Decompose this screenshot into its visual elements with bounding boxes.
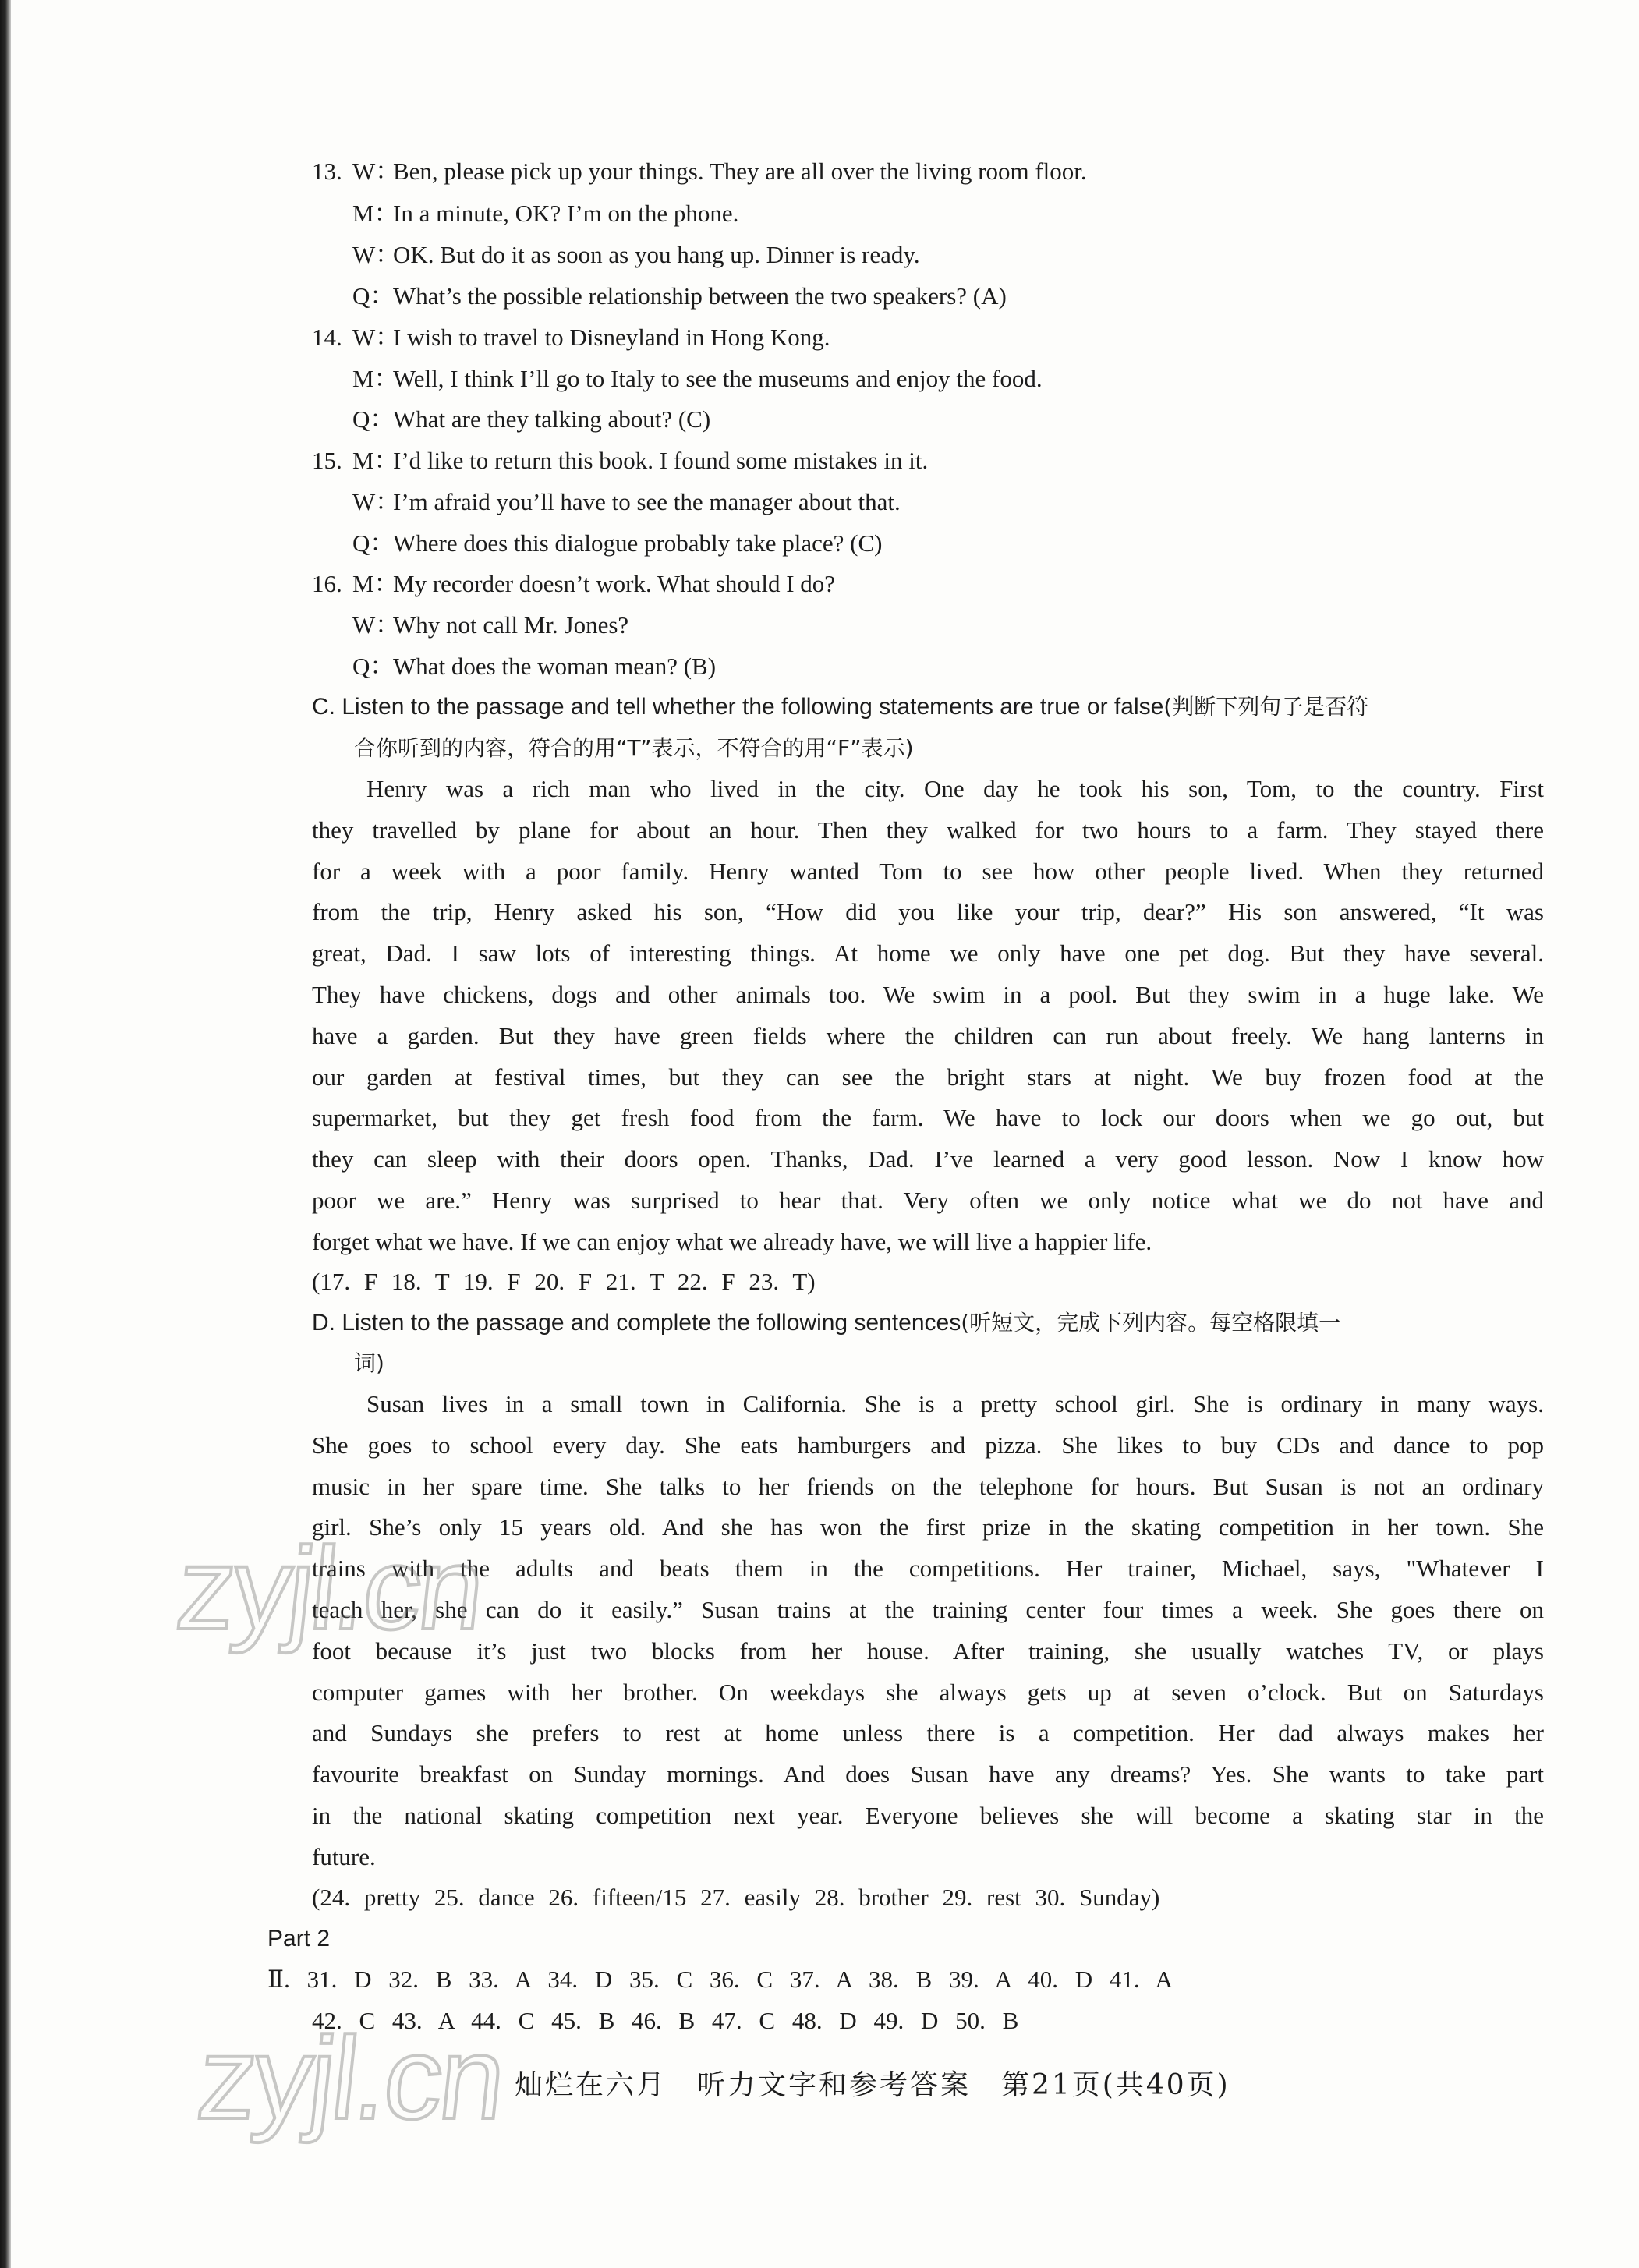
passage-line: music in her spare time. She talks to her friends on the telephone for hours. But Susan is not an ordinary bbox=[312, 1472, 1544, 1500]
speaker-label: Q： bbox=[352, 653, 395, 680]
dialogue-15-question bbox=[352, 528, 883, 559]
speaker-label: W： bbox=[352, 157, 400, 185]
dialogue-text: My recorder doesn’t work. What should I do? bbox=[393, 570, 836, 597]
section-d-title: D. Listen to the passage and complete the following sentences bbox=[312, 1310, 961, 1336]
dialogue-text: I’m afraid you’ll have to see the manager about that. bbox=[393, 488, 901, 515]
dialogue-13-line-1 bbox=[312, 156, 1544, 187]
speaker-label: W： bbox=[352, 611, 400, 639]
section-d-instruction-continued: 词) bbox=[354, 1350, 384, 1376]
passage-line: girl. She’s only 15 years old. And she has won the first prize in the skating competition in her town. She bbox=[312, 1513, 1544, 1541]
section-c-instruction-continued: 合你听到的内容，符合的用“T”表示，不符合的用“F”表示) bbox=[354, 735, 914, 761]
dialogue-number: 15. bbox=[312, 447, 342, 474]
part-2-answers-row-2: 42. C 43. A 44. C 45. B 46. B 47. C 48. D 49. D 50. B bbox=[312, 2007, 1019, 2034]
dialogue-text: What’s the possible relationship between the two speakers? (A) bbox=[393, 282, 1007, 310]
passage-line: in the national skating competition next year. Everyone believes she will become a skating star in the bbox=[312, 1801, 1544, 1829]
section-c-instruction: (判断下列句子是否符 bbox=[1163, 694, 1369, 720]
passage-line: for a week with a poor family. Henry wanted Tom to see how other people lived. When they returned bbox=[312, 857, 1544, 885]
dialogue-text: In a minute, OK? I’m on the phone. bbox=[393, 200, 739, 227]
dialogue-13-line-3 bbox=[352, 239, 920, 271]
dialogue-16-question bbox=[352, 651, 716, 682]
dialogue-14-line-2 bbox=[352, 363, 1043, 395]
dialogue-text: Where does this dialogue probably take place? (C) bbox=[393, 529, 883, 557]
speaker-label: W： bbox=[352, 488, 400, 515]
section-d-passage bbox=[312, 1384, 1544, 1878]
dialogue-16-line-2 bbox=[352, 610, 628, 641]
section-d-answers: (24. pretty 25. dance 26. fifteen/15 27. easily 28. brother 29. rest 30. Sunday) bbox=[312, 1884, 1160, 1911]
speaker-label: W： bbox=[352, 324, 400, 351]
passage-line: Henry was a rich man who lived in the city. One day he took his son, Tom, to the country. First bbox=[366, 775, 1544, 802]
passage-line: They have chickens, dogs and other animals too. We swim in a pool. But they swim in a huge lake. We bbox=[312, 980, 1544, 1008]
passage-line: favourite breakfast on Sunday mornings. And does Susan have any dreams? Yes. She wants to take part bbox=[312, 1760, 1544, 1789]
speaker-label: Q： bbox=[352, 529, 395, 557]
part-2-answers-row-1: Ⅱ. 31. D 32. B 33. A 34. D 35. C 36. C 37. A 38. B 39. A 40. D 41. A bbox=[267, 1965, 1173, 1993]
section-d-heading bbox=[312, 1307, 1544, 1339]
passage-line: from the trip, Henry asked his son, “How did you like your trip, dear?” His son answered, “It was bbox=[312, 898, 1544, 926]
dialogue-text: Why not call Mr. Jones? bbox=[393, 611, 629, 639]
dialogue-text: What does the woman mean? (B) bbox=[393, 653, 717, 680]
dialogue-text: OK. But do it as soon as you hang up. Dinner is ready. bbox=[393, 241, 920, 268]
dialogue-15-line-1 bbox=[312, 445, 1544, 476]
passage-line: great, Dad. I saw lots of interesting things. At home we only have one pet dog. But they have several. bbox=[312, 939, 1544, 968]
passage-line: supermarket, but they get fresh food from the farm. We have to lock our doors when we go out, but bbox=[312, 1104, 1544, 1132]
speaker-label: M： bbox=[352, 365, 398, 392]
dialogue-13-line-2 bbox=[352, 198, 738, 229]
speaker-label: Q： bbox=[352, 282, 395, 310]
dialogue-text: Ben, please pick up your things. They are all over the living room floor. bbox=[393, 157, 1087, 185]
section-d-instruction: (听短文，完成下列内容。每空格限填一 bbox=[961, 1310, 1341, 1336]
passage-line: foot because it’s just two blocks from her house. After training, she usually watches TV, or plays bbox=[312, 1636, 1544, 1665]
dialogue-text: I’d like to return this book. I found some mistakes in it. bbox=[393, 447, 929, 474]
dialogue-number: 13. bbox=[312, 157, 342, 185]
dialogue-text: I wish to travel to Disneyland in Hong Kong. bbox=[393, 324, 830, 351]
passage-line: and Sundays she prefers to rest at home unless there is a competition. Her dad always makes her bbox=[312, 1719, 1544, 1747]
dialogue-16-line-1 bbox=[312, 568, 1544, 600]
passage-line: teach her, she can do it easily.” Susan trains at the training center four times a week. She goes there on bbox=[312, 1595, 1544, 1623]
dialogue-number: 14. bbox=[312, 324, 342, 351]
section-c-passage bbox=[312, 769, 1544, 1263]
passage-line: poor we are.” Henry was surprised to hear that. Very often we only notice what we do not have and bbox=[312, 1186, 1544, 1214]
passage-line: our garden at festival times, but they can see the bright stars at night. We buy frozen food at the bbox=[312, 1063, 1544, 1091]
passage-line: they can sleep with their doors open. Thanks, Dad. I’ve learned a very good lesson. Now I know how bbox=[312, 1145, 1544, 1173]
section-c-title: C. Listen to the passage and tell whether the following statements are true or false bbox=[312, 694, 1164, 720]
passage-line: computer games with her brother. On weekdays she always gets up at seven o’clock. But on Saturdays bbox=[312, 1678, 1544, 1706]
speaker-label: W： bbox=[352, 241, 400, 268]
dialogue-14-question bbox=[352, 404, 710, 435]
page-footer: 灿烂在六月 听力文字和参考答案 第21页(共40页) bbox=[515, 2069, 1230, 2101]
dialogue-13-question bbox=[352, 281, 1007, 312]
section-c-answers: (17. F 18. T 19. F 20. F 21. T 22. F 23. T) bbox=[312, 1268, 816, 1295]
passage-line: forget what we have. If we can enjoy what we already have, we will live a happier life. bbox=[312, 1227, 1152, 1255]
section-c-heading bbox=[312, 692, 1544, 723]
part-2-title: Part 2 bbox=[267, 1926, 331, 1951]
watermark-logo: zyjl.cn bbox=[171, 1523, 488, 1654]
watermark-logo: zyjl.cn bbox=[192, 2012, 509, 2143]
speaker-label: M： bbox=[352, 570, 398, 597]
dialogue-text: Well, I think I’ll go to Italy to see the museums and enjoy the food. bbox=[393, 365, 1043, 392]
passage-line: trains with the adults and beats them in the competitions. Her trainer, Michael, says, "Whatever I bbox=[312, 1555, 1544, 1583]
passage-line: have a garden. But they have green fields where the children can run about freely. We hang lanterns in bbox=[312, 1021, 1544, 1049]
dialogue-text: What are they talking about? (C) bbox=[393, 405, 711, 433]
passage-line: Susan lives in a small town in California. She is a pretty school girl. She is ordinary in many ways. bbox=[366, 1390, 1544, 1417]
dialogue-number: 16. bbox=[312, 570, 342, 597]
passage-line: they travelled by plane for about an hour. Then they walked for two hours to a farm. They stayed there bbox=[312, 816, 1544, 844]
passage-line: She goes to school every day. She eats hamburgers and pizza. She likes to buy CDs and dance to pop bbox=[312, 1431, 1544, 1459]
speaker-label: Q： bbox=[352, 405, 395, 433]
passage-line: future. bbox=[312, 1842, 376, 1870]
dialogue-14-line-1 bbox=[312, 322, 1544, 353]
speaker-label: M： bbox=[352, 200, 398, 227]
dialogue-15-line-2 bbox=[352, 487, 901, 518]
speaker-label: M： bbox=[352, 447, 398, 474]
